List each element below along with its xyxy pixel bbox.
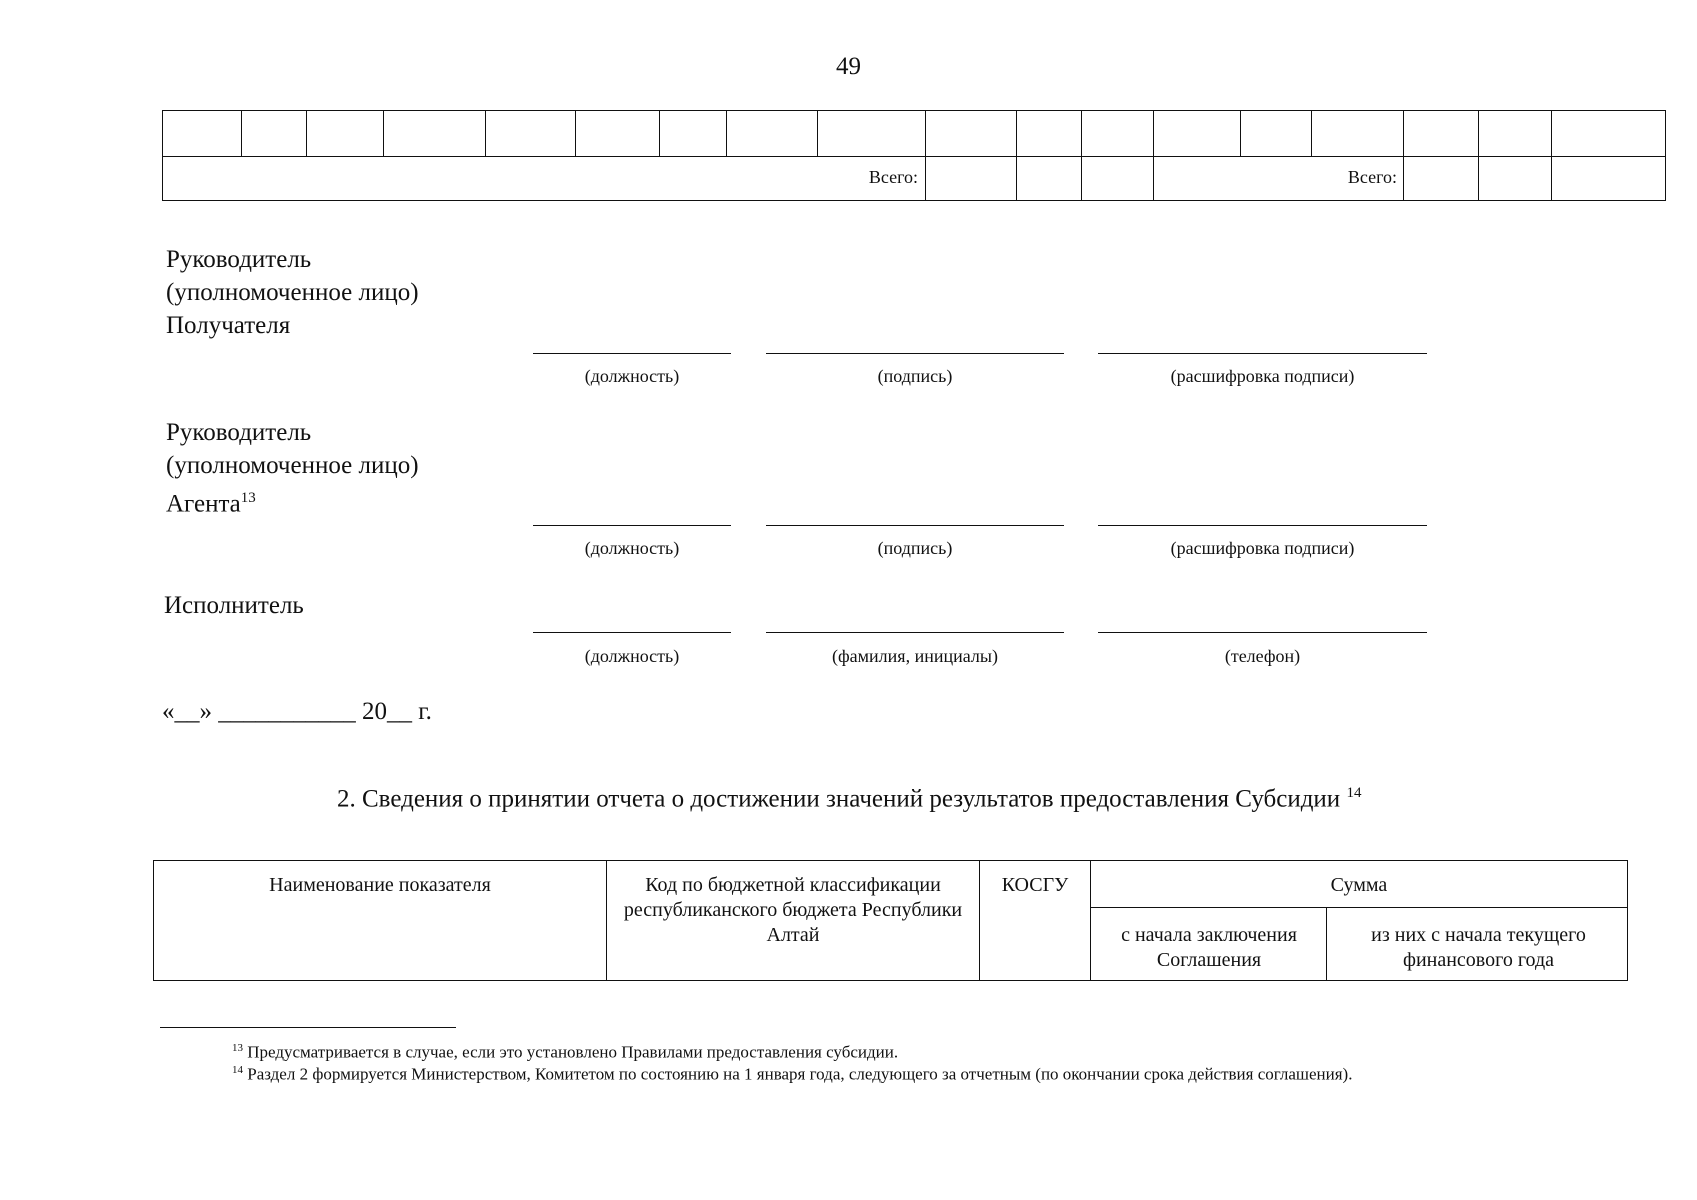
signature-decoding-line[interactable]: [1098, 353, 1427, 354]
date-line[interactable]: «__» ___________ 20__ г.: [162, 698, 432, 725]
col-sum-current-year: из них с начала текущего финансового года: [1371, 924, 1586, 971]
footnote-ref: 13: [240, 490, 256, 506]
col-sum-since-agreement: с начала заключения Соглашения: [1121, 924, 1297, 971]
col-budget-code: Код по бюджетной классификации республиканского бюджета Республики Алтай: [623, 874, 963, 946]
report-table-fragment: [162, 110, 1666, 201]
caption-position: (должность): [584, 366, 680, 386]
footnote-ref: 14: [1346, 785, 1362, 801]
name-initials-line[interactable]: [766, 632, 1064, 633]
col-indicator-name: Наименование показателя: [269, 874, 491, 896]
signature-line[interactable]: [766, 353, 1064, 354]
position-line[interactable]: [533, 525, 731, 526]
position-line[interactable]: [533, 353, 731, 354]
total-label: Всего:: [1347, 167, 1397, 187]
signature-line[interactable]: [766, 525, 1064, 526]
signature-role-agent: Руководитель (уполномоченное лицо) Агента$^{13}$: [166, 419, 419, 518]
caption-name-initials: (фамилия, инициалы): [832, 646, 998, 666]
caption-position: (должность): [584, 538, 680, 558]
footnote: $^{14}$ Раздел 2 формируется Министерством, Комитетом по состоянию на 1 января года, следующего за отчетным (по окончании срока действия соглашения).: [232, 1064, 1353, 1084]
footnote-separator: [160, 1027, 456, 1028]
total-label: Всего:: [868, 167, 918, 187]
col-kosgu: КОСГУ: [1001, 874, 1069, 896]
col-sum: Сумма: [1330, 874, 1388, 896]
caption-signature-decoding: (расшифровка подписи): [1170, 538, 1355, 558]
section-heading: 2. Сведения о принятии отчета о достижении значений результатов предоставления Субсидии $^{14}$: [337, 785, 1362, 813]
signature-role-recipient: Руководитель (уполномоченное лицо) Получателя: [166, 246, 419, 339]
phone-line[interactable]: [1098, 632, 1427, 633]
caption-signature: (подпись): [877, 538, 953, 558]
signature-decoding-line[interactable]: [1098, 525, 1427, 526]
position-line[interactable]: [533, 632, 731, 633]
signature-role-executor: Исполнитель: [164, 592, 304, 619]
caption-phone: (телефон): [1224, 646, 1301, 666]
acceptance-table-header: [153, 860, 1628, 981]
page-number: 49: [836, 53, 861, 80]
caption-signature-decoding: (расшифровка подписи): [1170, 366, 1355, 386]
footnote: $^{13}$ Предусматривается в случае, если это установлено Правилами предоставления субсидии.: [232, 1042, 899, 1062]
caption-position: (должность): [584, 646, 680, 666]
caption-signature: (подпись): [877, 366, 953, 386]
table-row: [163, 111, 1665, 157]
